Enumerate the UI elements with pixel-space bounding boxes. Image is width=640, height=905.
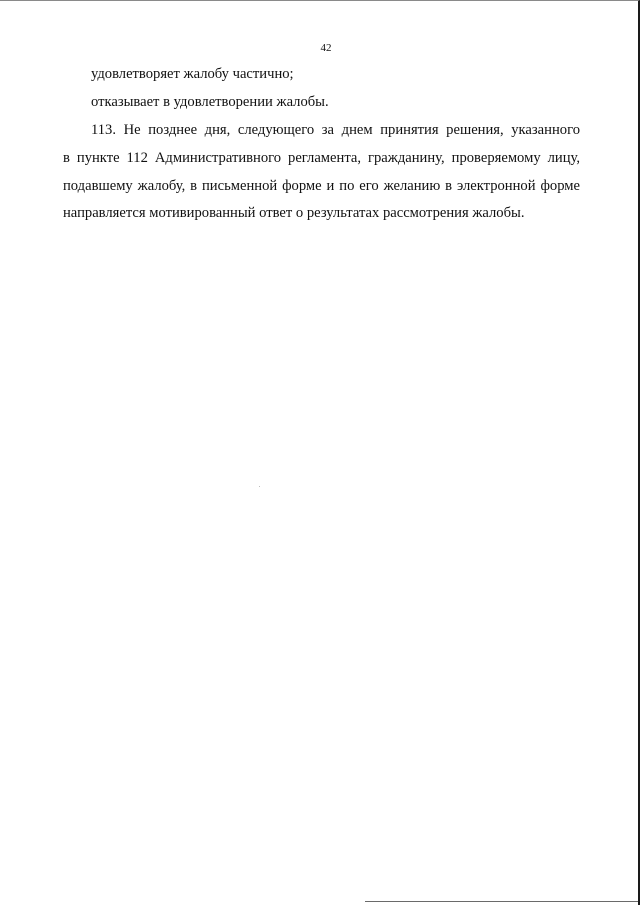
paragraph-113-line: 113. Не позднее дня, следующего за днем принятия решения, указанного: [91, 122, 580, 138]
paragraph-113-line: направляется мотивированный ответ о результатах рассмотрения жалобы.: [63, 205, 525, 221]
paragraph-113-line: подавшему жалобу, в письменной форме и по его желанию в электронной форме: [63, 178, 580, 194]
page-number: 42: [320, 42, 332, 54]
text-line: удовлетворяет жалобу частично;: [91, 66, 294, 82]
page-edge-line: [365, 901, 638, 902]
paragraph-113-line: в пункте 112 Административного регламента, гражданину, проверяемому лицу,: [63, 150, 580, 166]
text-line: отказывает в удовлетворении жалобы.: [91, 94, 329, 110]
scan-speck: [259, 486, 260, 487]
